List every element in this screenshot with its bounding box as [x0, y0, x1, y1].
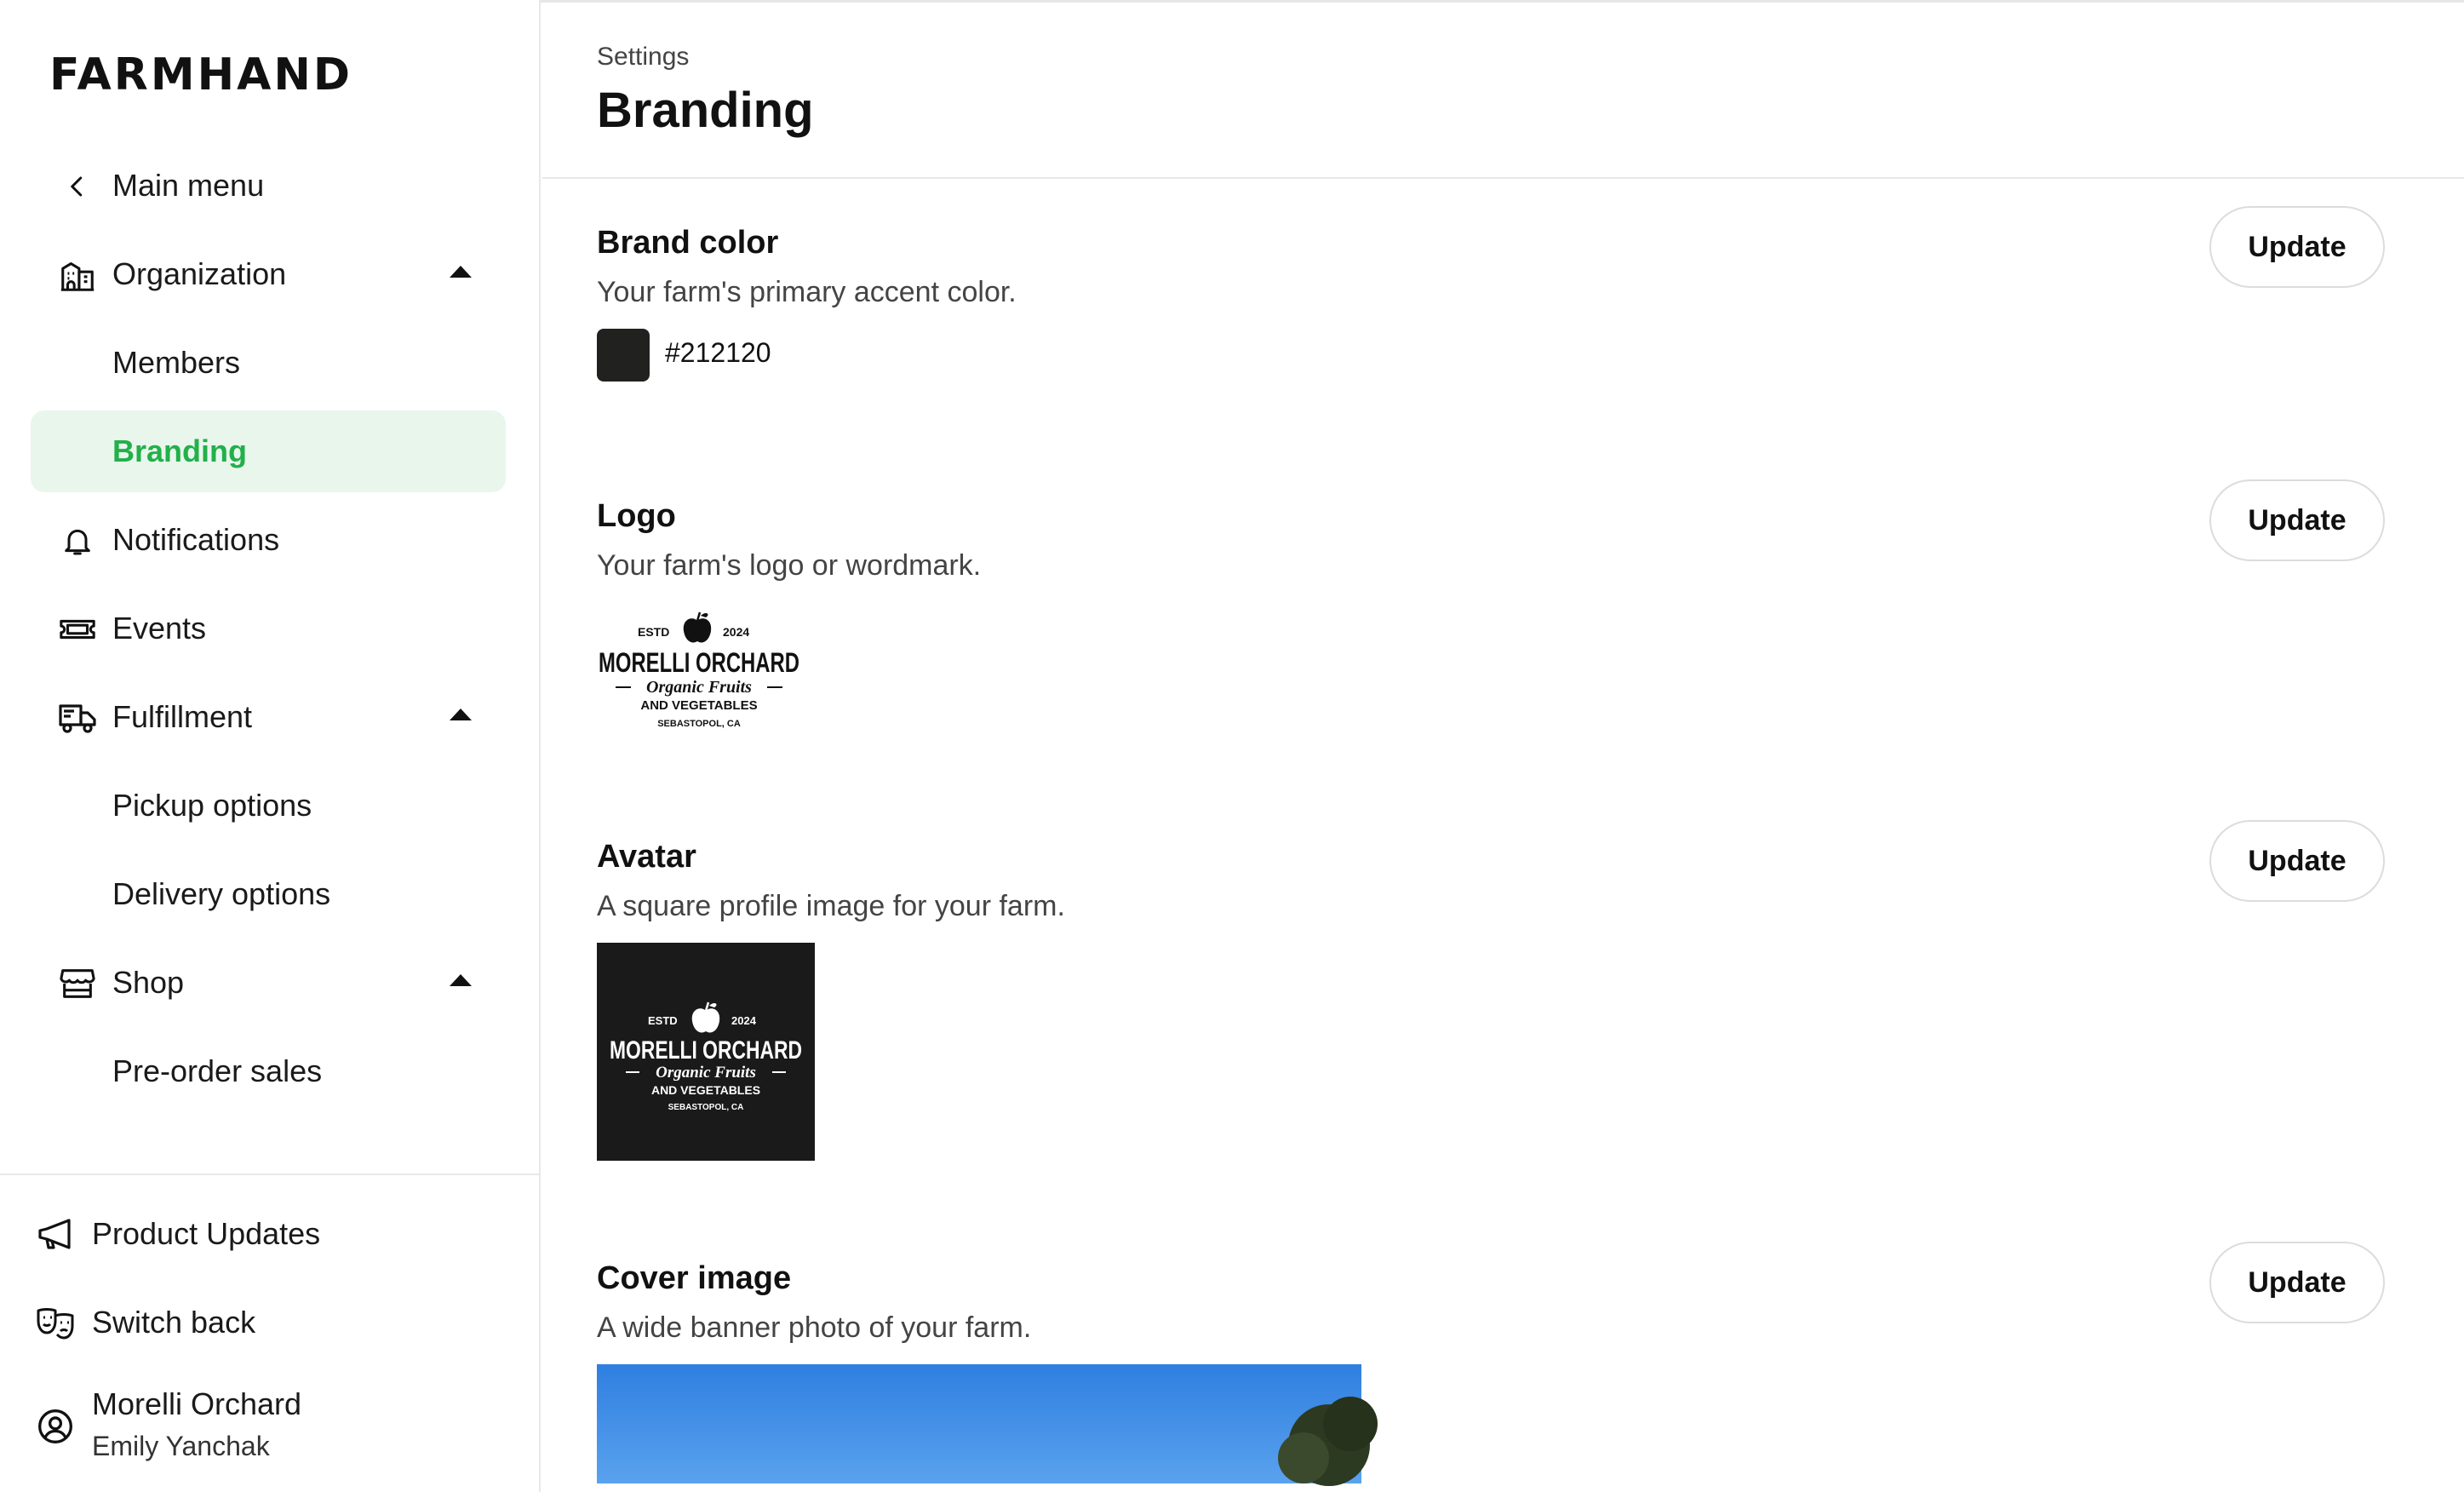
ticket-icon	[58, 610, 97, 649]
building-icon	[58, 255, 97, 295]
truck-icon	[58, 698, 97, 737]
events-label: Events	[112, 611, 207, 646]
sidebar-item-branding[interactable]	[31, 410, 506, 492]
sidebar-item-delivery-options[interactable]	[31, 853, 506, 935]
account-switcher[interactable]	[0, 1380, 541, 1473]
brand-color-title: Brand color	[597, 225, 779, 261]
avatar-update-button[interactable]: Update	[2209, 820, 2385, 902]
account-user: Emily Yanchak	[92, 1431, 270, 1461]
brand-color-hex: #212120	[665, 337, 771, 368]
organization-label: Organization	[112, 256, 287, 291]
sidebar-item-organization[interactable]	[31, 233, 506, 315]
sidebar	[0, 0, 541, 1492]
switch-back-label: Switch back	[92, 1305, 256, 1340]
caret-up-icon[interactable]	[450, 266, 472, 278]
svg-text:AND VEGETABLES: AND VEGETABLES	[640, 698, 758, 713]
members-label: Members	[112, 345, 241, 380]
avatar-image	[597, 943, 815, 1161]
svg-text:Organic Fruits: Organic Fruits	[656, 1064, 756, 1082]
breadcrumb[interactable]: Settings	[597, 43, 690, 71]
caret-up-icon[interactable]	[450, 709, 472, 720]
delivery-options-label: Delivery options	[112, 876, 331, 911]
svg-text:ESTD: ESTD	[648, 1014, 678, 1027]
svg-text:MORELLI ORCHARD: MORELLI ORCHARD	[610, 1036, 802, 1064]
brand-color-update-button[interactable]: Update	[2209, 206, 2385, 288]
sidebar-item-fulfillment[interactable]	[31, 676, 506, 758]
cover-image-title: Cover image	[597, 1260, 792, 1296]
svg-text:SEBASTOPOL, CA: SEBASTOPOL, CA	[657, 719, 741, 729]
notifications-label: Notifications	[112, 522, 280, 557]
svg-text:Organic Fruits: Organic Fruits	[646, 678, 752, 697]
logo-description: Your farm's logo or wordmark.	[597, 549, 982, 582]
sidebar-item-pickup-options[interactable]	[31, 765, 506, 846]
svg-text:SEBASTOPOL, CA: SEBASTOPOL, CA	[668, 1103, 744, 1112]
brand-color-swatch	[597, 329, 650, 382]
svg-text:2024: 2024	[731, 1014, 756, 1027]
main-menu-back-link[interactable]	[31, 145, 506, 227]
pickup-options-label: Pickup options	[112, 788, 312, 823]
sidebar-item-events[interactable]	[31, 588, 506, 669]
masks-icon	[36, 1303, 75, 1342]
cover-image	[597, 1364, 1361, 1483]
logo-update-button[interactable]: Update	[2209, 479, 2385, 561]
page-header	[542, 0, 2464, 179]
logo-image	[597, 609, 801, 737]
shop-label: Shop	[112, 965, 185, 1000]
cover-image-update-button[interactable]: Update	[2209, 1242, 2385, 1323]
product-updates-link[interactable]	[0, 1192, 541, 1274]
sidebar-item-pre-order-sales[interactable]	[31, 1030, 506, 1112]
fulfillment-label: Fulfillment	[112, 699, 253, 734]
caret-up-icon[interactable]	[450, 974, 472, 986]
pre-order-sales-label: Pre-order sales	[112, 1053, 323, 1088]
cover-image-description: A wide banner photo of your farm.	[597, 1311, 1032, 1344]
branding-label: Branding	[112, 433, 247, 468]
main-menu-label: Main menu	[112, 168, 265, 203]
avatar-description: A square profile image for your farm.	[597, 890, 1065, 922]
storefront-icon	[58, 964, 97, 1003]
avatar-title: Avatar	[597, 839, 696, 875]
bell-icon	[58, 521, 97, 560]
svg-text:ESTD: ESTD	[638, 625, 670, 639]
app-logo: FARMHAND	[49, 49, 353, 100]
product-updates-label: Product Updates	[92, 1216, 321, 1251]
chevron-left-icon	[58, 167, 97, 206]
switch-back-link[interactable]	[0, 1281, 541, 1363]
svg-text:MORELLI ORCHARD: MORELLI ORCHARD	[599, 647, 799, 678]
sidebar-item-members[interactable]	[31, 322, 506, 404]
account-name: Morelli Orchard	[92, 1386, 302, 1421]
main-content	[542, 0, 2464, 1492]
page-title: Branding	[597, 83, 814, 138]
user-circle-icon	[36, 1407, 75, 1446]
megaphone-icon	[36, 1214, 75, 1254]
brand-color-description: Your farm's primary accent color.	[597, 276, 1017, 308]
sidebar-item-shop[interactable]	[31, 942, 506, 1024]
sidebar-item-notifications[interactable]	[31, 499, 506, 581]
logo-title: Logo	[597, 498, 676, 534]
svg-text:AND VEGETABLES: AND VEGETABLES	[650, 1083, 761, 1097]
svg-text:2024: 2024	[723, 625, 750, 639]
sidebar-footer	[0, 1174, 541, 1492]
